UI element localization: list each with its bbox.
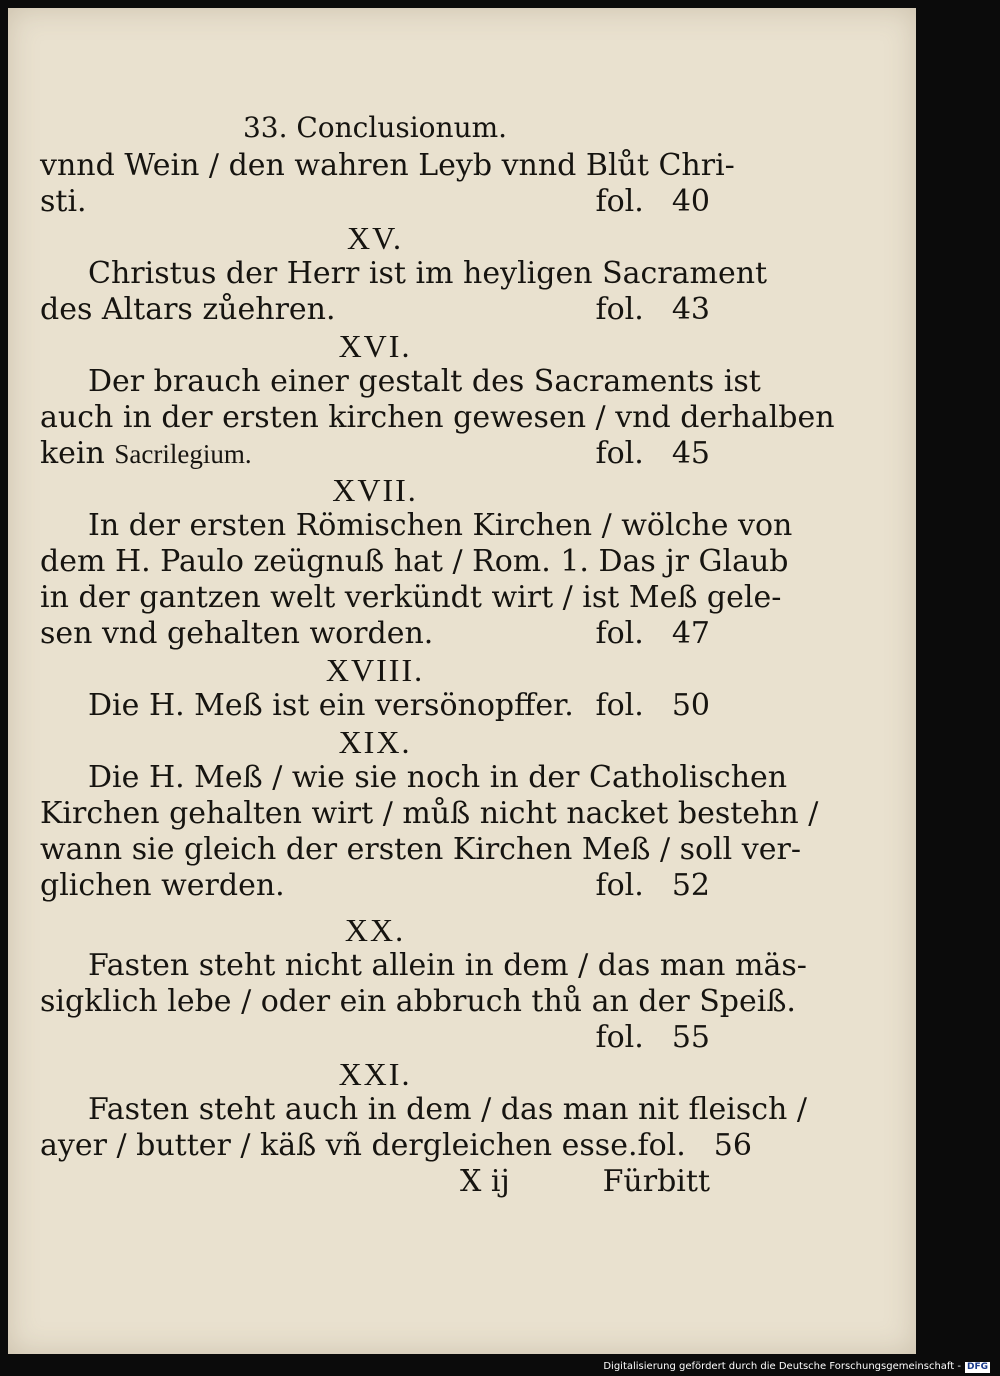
text-line	[40, 184, 710, 220]
text-line-end: des Altars zůehren.	[40, 292, 336, 327]
folio-ref: fol. 43	[595, 292, 710, 327]
text-line-end: glichen werden.	[40, 868, 285, 903]
text-line: Fasten steht auch in dem / das man nit fleisch /	[88, 1092, 807, 1127]
text-line	[40, 292, 710, 328]
text-line-end: kein Sacrilegium.	[40, 436, 252, 471]
text-line: vnnd Wein / den wahren Leyb vnnd Blůt Chri-	[40, 148, 735, 183]
dfg-logo: DFG	[966, 1361, 988, 1372]
text-line: auch in der ersten kirchen gewesen / vnd derhalben	[40, 400, 835, 435]
section-numeral: XVII.	[332, 472, 418, 508]
text-line-end: Die H. Meß ist ein versönopffer.	[88, 688, 574, 723]
text-line: sigklich lebe / oder ein abbruch thů an der Speiß.	[40, 984, 796, 1019]
text-line: Christus der Herr ist im heyligen Sacrament	[88, 256, 768, 291]
section-numeral: XX.	[344, 912, 406, 948]
folio-ref: fol. 45	[595, 436, 710, 471]
digitization-credit	[600, 1360, 990, 1374]
text-line: Der brauch einer gestalt des Sacraments ist	[88, 364, 761, 399]
section-numeral: XIX.	[338, 724, 412, 760]
text-line	[40, 616, 710, 652]
text-line: in der gantzen welt verkündt wirt / ist Meß gele-	[40, 580, 782, 615]
text-line: In der ersten Römischen Kirchen / wölche von	[88, 508, 793, 543]
text-line: Fasten steht nicht allein in dem / das man mäs-	[88, 948, 807, 983]
text-line	[40, 1128, 752, 1164]
text-line: Die H. Meß / wie sie noch in der Catholischen	[88, 760, 788, 795]
folio-ref: fol. 40	[595, 184, 710, 219]
running-head: 33. Conclusionum.	[242, 111, 508, 144]
page-footer	[40, 1164, 710, 1200]
text-line: wann sie gleich der ersten Kirchen Meß / soll ver-	[40, 832, 801, 867]
page-text	[40, 110, 835, 1200]
signature-mark: X ij	[460, 1164, 510, 1199]
text-line	[40, 688, 710, 724]
section-numeral: XVI.	[338, 328, 412, 364]
text-line	[40, 436, 710, 472]
folio-ref: fol. 55	[595, 1020, 710, 1055]
section-numeral: XVIII.	[325, 652, 425, 688]
folio-ref: fol. 52	[595, 868, 710, 903]
section-numeral: XXI.	[338, 1056, 412, 1092]
text-line-end: sti.	[40, 184, 87, 219]
folio-ref: fol. 50	[595, 688, 710, 723]
catchword: Fürbitt	[602, 1164, 710, 1199]
text-line: dem H. Paulo zeügnuß hat / Rom. 1. Das jr Glaub	[40, 544, 789, 579]
folio-ref: fol. 56	[637, 1128, 752, 1163]
text-line-end: sen vnd gehalten worden.	[40, 616, 434, 651]
text-line: Kirchen gehalten wirt / můß nicht nacket bestehn /	[40, 796, 819, 831]
section-numeral: XV.	[346, 220, 404, 256]
folio-ref: fol. 47	[595, 616, 710, 651]
text-line-end: ayer / butter / käß vñ dergleichen esse.	[40, 1128, 638, 1163]
credit-text: Digitalisierung gefördert durch die Deutsche Forschungsgemeinschaft -	[603, 1361, 961, 1372]
text-line	[40, 868, 710, 904]
